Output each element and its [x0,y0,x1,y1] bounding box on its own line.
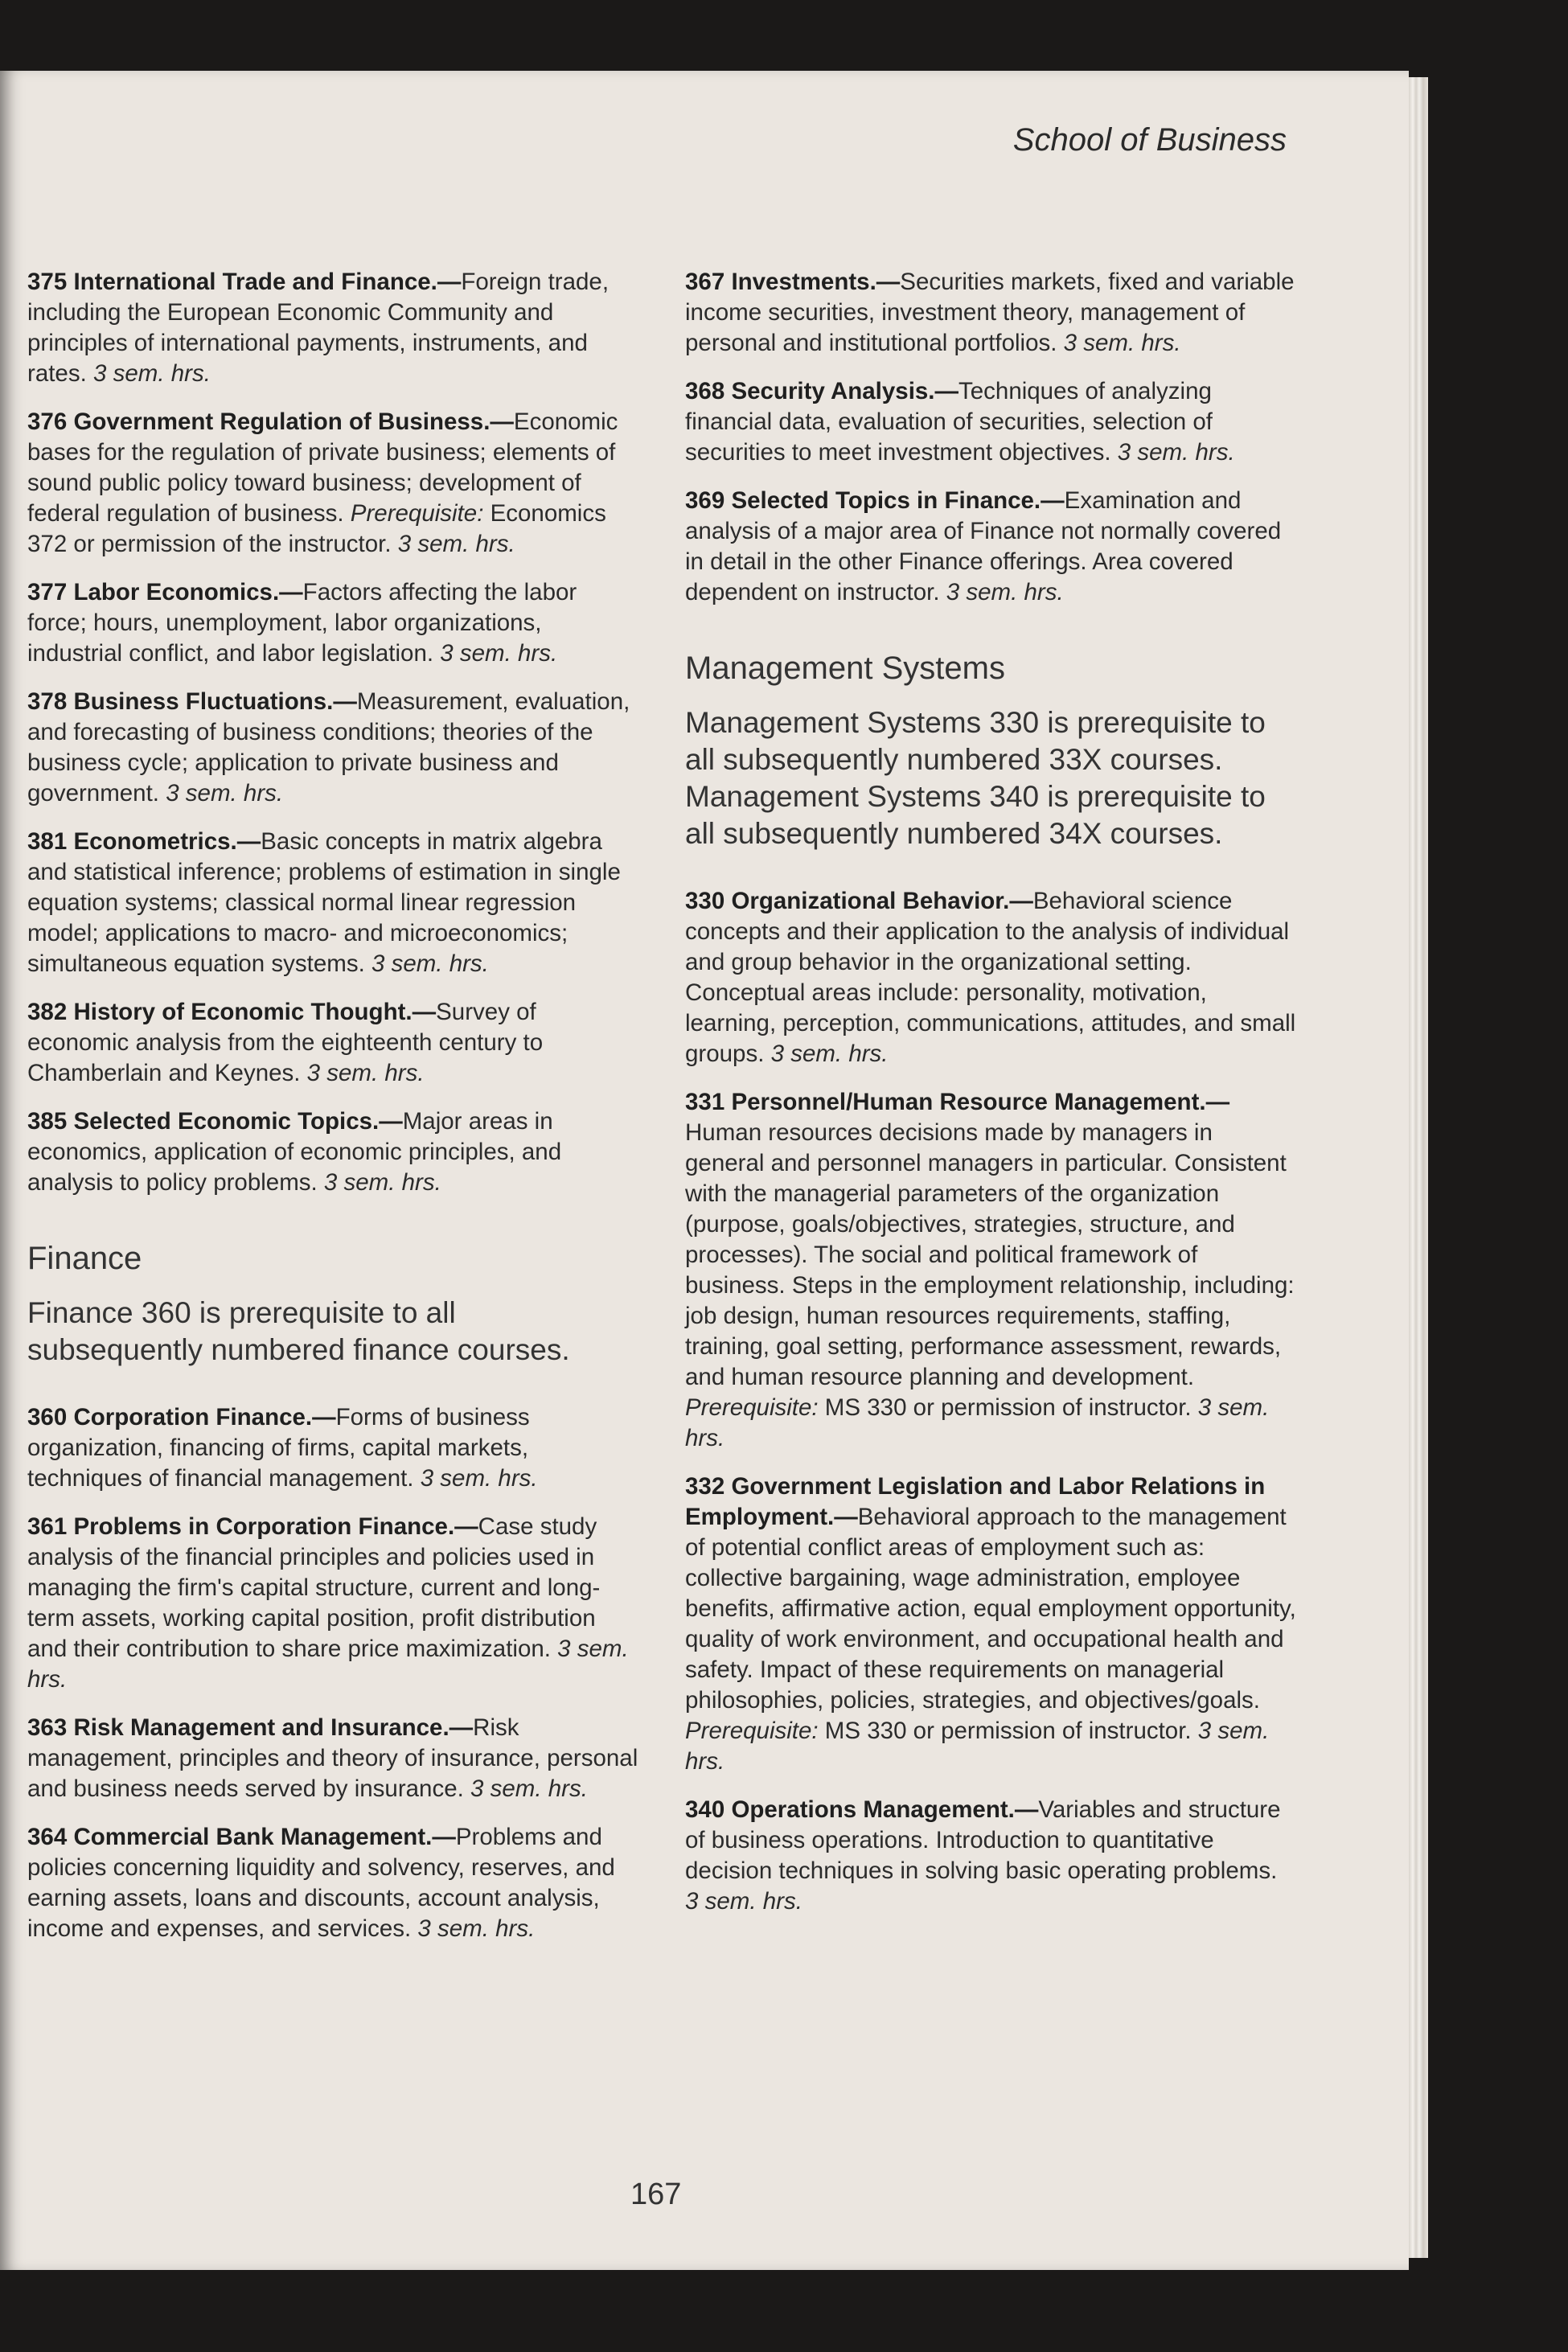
course-entry [27,827,638,979]
course-hours: 3 sem. hrs. [323,1169,441,1196]
course-title: Government Legislation and Labor Relations in Employment.— [685,1473,1266,1530]
course-entry [27,997,638,1089]
course-hours: 3 sem. hrs. [946,579,1064,605]
course-description: Securities markets, fixed and variable income securities, investment theory, management of personal and institutional portfolios. [685,269,1295,356]
course-hours: 3 sem. hrs. [306,1060,425,1086]
section-heading-finance: Finance [27,1241,142,1276]
course-number: 376 [27,408,68,435]
course-title: Selected Economic Topics.— [73,1108,403,1135]
course-description: Basic concepts in matrix algebra and statistical inference; problems of estimation in single equation systems; classical normal linear regression model; applications to macro- and microeconomics; simultaneous equation systems. [27,828,621,977]
running-head: School of Business [1012,122,1287,158]
course-description: Techniques of analyzing financial data, evaluation of securities, selection of securities to meet investment objectives. [685,378,1213,466]
page-stack-edge [1409,77,1428,2258]
course-number: 385 [27,1108,68,1135]
course-entry [27,687,638,809]
course-number: 367 [685,269,725,295]
course-entry [27,577,638,669]
section-intro-management-systems: Management Systems 330 is prerequisite to all subsequently numbered 33X courses. Management Systems 340 is prerequisite to all subsequently numbered 34X courses. [685,706,1266,850]
course-entry [27,407,638,560]
course-number: 331 [685,1089,725,1115]
course-title: Econometrics.— [73,828,261,855]
course-entry [27,267,638,389]
course-hours: 3 sem. hrs. [440,640,558,667]
course-title: Business Fluctuations.— [73,688,357,715]
prerequisite-text: Economics 372 or permission of the instructor. [27,500,606,557]
course-hours: 3 sem. hrs. [1117,439,1235,466]
course-entry [685,1795,1296,1917]
section-intro-finance: Finance 360 is prerequisite to all subsequently numbered finance courses. [27,1296,570,1366]
left-column [27,267,638,1962]
course-hours: 3 sem. hrs. [470,1775,588,1802]
right-column [685,267,1296,1935]
course-description: Forms of business organization, financing of firms, capital markets, techniques of financial management. [27,1404,530,1492]
course-title: Security Analysis.— [731,378,958,404]
course-title: Operations Management.— [731,1796,1039,1823]
course-description: Foreign trade, including the European Economic Community and principles of international payments, instruments, and rates. [27,269,610,387]
course-number: 377 [27,579,68,605]
course-number: 361 [27,1513,68,1540]
course-title: Risk Management and Insurance.— [73,1714,474,1741]
course-title: Problems in Corporation Finance.— [73,1513,478,1540]
course-description: Survey of economic analysis from the eighteenth century to Chamberlain and Keynes. [27,999,544,1086]
course-number: 364 [27,1824,68,1850]
page-number: 167 [630,2178,682,2211]
course-description: Economic bases for the regulation of private business; elements of sound public policy toward business; development of federal regulation of business. [27,408,618,527]
course-title: Organizational Behavior.— [731,888,1033,914]
course-title: Labor Economics.— [73,579,303,605]
course-description: Factors affecting the labor force; hours, unemployment, labor organizations, industrial conflict, and labor legislation. [27,579,577,667]
course-number: 375 [27,269,68,295]
course-entry [685,486,1296,608]
course-number: 382 [27,999,68,1025]
course-description: Measurement, evaluation, and forecasting of business conditions; theories of the business cycle; application to private business and government. [27,688,630,807]
course-description: Risk management, principles and theory of insurance, personal and business needs served by insurance. [27,1714,638,1802]
prerequisite-label: Prerequisite: [350,500,484,527]
course-hours: 3 sem. hrs. [417,1915,536,1942]
course-title: International Trade and Finance.— [73,269,462,295]
course-hours: 3 sem. hrs. [420,1465,538,1492]
course-hours: 3 sem. hrs. [685,1394,1270,1451]
course-entry [27,1713,638,1804]
course-description: Examination and analysis of a major area of Finance not normally covered in detail in the other Finance offerings. Area covered dependent on instructor. [685,487,1282,605]
course-entry [685,267,1296,359]
course-title: Corporation Finance.— [73,1404,336,1430]
prerequisite-label: Prerequisite: [685,1394,819,1421]
course-description: Variables and structure of business operations. Introduction to quantitative decision techniques in solving basic operating problems. [685,1796,1281,1884]
course-entry [685,886,1296,1069]
course-number: 368 [685,378,725,404]
course-description: Major areas in economics, application of economic principles, and analysis to policy problems. [27,1108,562,1196]
course-entry [27,1512,638,1695]
course-hours: 3 sem. hrs. [770,1041,889,1067]
section-heading-management-systems: Management Systems [685,651,1005,686]
course-number: 363 [27,1714,68,1741]
course-title: Investments.— [731,269,901,295]
course-hours: 3 sem. hrs. [685,1888,802,1915]
course-hours: 3 sem. hrs. [1063,330,1181,356]
course-title: Personnel/Human Resource Management.— [731,1089,1230,1115]
course-description: Problems and policies concerning liquidity and solvency, reserves, and earning assets, loans and discounts, account analysis, income and expenses, and services. [27,1824,615,1942]
course-entry [685,376,1296,468]
course-title: Selected Topics in Finance.— [731,487,1065,514]
course-number: 360 [27,1404,68,1430]
course-description: Behavioral science concepts and their application to the analysis of individual and group behavior in the organizational setting. Conceptual areas include: personality, motivation, learning, perception, communications, attitudes, and small groups. [685,888,1296,1067]
prerequisite-text: MS 330 or permission of instructor. [818,1394,1198,1421]
prerequisite-label: Prerequisite: [685,1718,819,1744]
course-entry [685,1087,1296,1454]
course-entry [685,1472,1296,1777]
course-description: Human resources decisions made by managers in general and personnel managers in particular. Consistent with the managerial parameters of the organization (purpose, goals/objectives, strategies, structure, and processes). The social and political framework of business. Steps in the employment relationship, including: job design, human resources requirements, staffing, training, goal setting, performance assessment, rewards, and human resource planning and development. [685,1119,1295,1390]
course-number: 340 [685,1796,725,1823]
course-title: History of Economic Thought.— [73,999,437,1025]
course-description: Behavioral approach to the management of potential conflict areas of employment such as: collective bargaining, wage administration, employee benefits, affirmative action, equal employment opportunity, quality of work environment, and occupational health and safety. Impact of these requirements on managerial philosophies, policies, strategies, and objectives/goals. [685,1504,1296,1714]
course-description: Case study analysis of the financial principles and policies used in managing the firm's capital structure, current and long-term assets, working capital position, profit distribution and their contribution to share price maximization. [27,1513,601,1662]
course-number: 381 [27,828,68,855]
course-number: 369 [685,487,725,514]
course-hours: 3 sem. hrs. [166,780,284,807]
course-number: 378 [27,688,68,715]
course-hours: 3 sem. hrs. [397,531,515,557]
course-hours: 3 sem. hrs. [92,360,211,387]
course-hours: 3 sem. hrs. [371,950,489,977]
course-number: 332 [685,1473,725,1500]
course-title: Commercial Bank Management.— [73,1824,456,1850]
course-entry [27,1106,638,1198]
course-entry [27,1822,638,1944]
course-hours: 3 sem. hrs. [27,1636,629,1693]
course-entry [27,1402,638,1494]
course-number: 330 [685,888,725,914]
course-hours: 3 sem. hrs. [685,1718,1270,1775]
course-title: Government Regulation of Business.— [73,408,514,435]
prerequisite-text: MS 330 or permission of instructor. [818,1718,1198,1744]
